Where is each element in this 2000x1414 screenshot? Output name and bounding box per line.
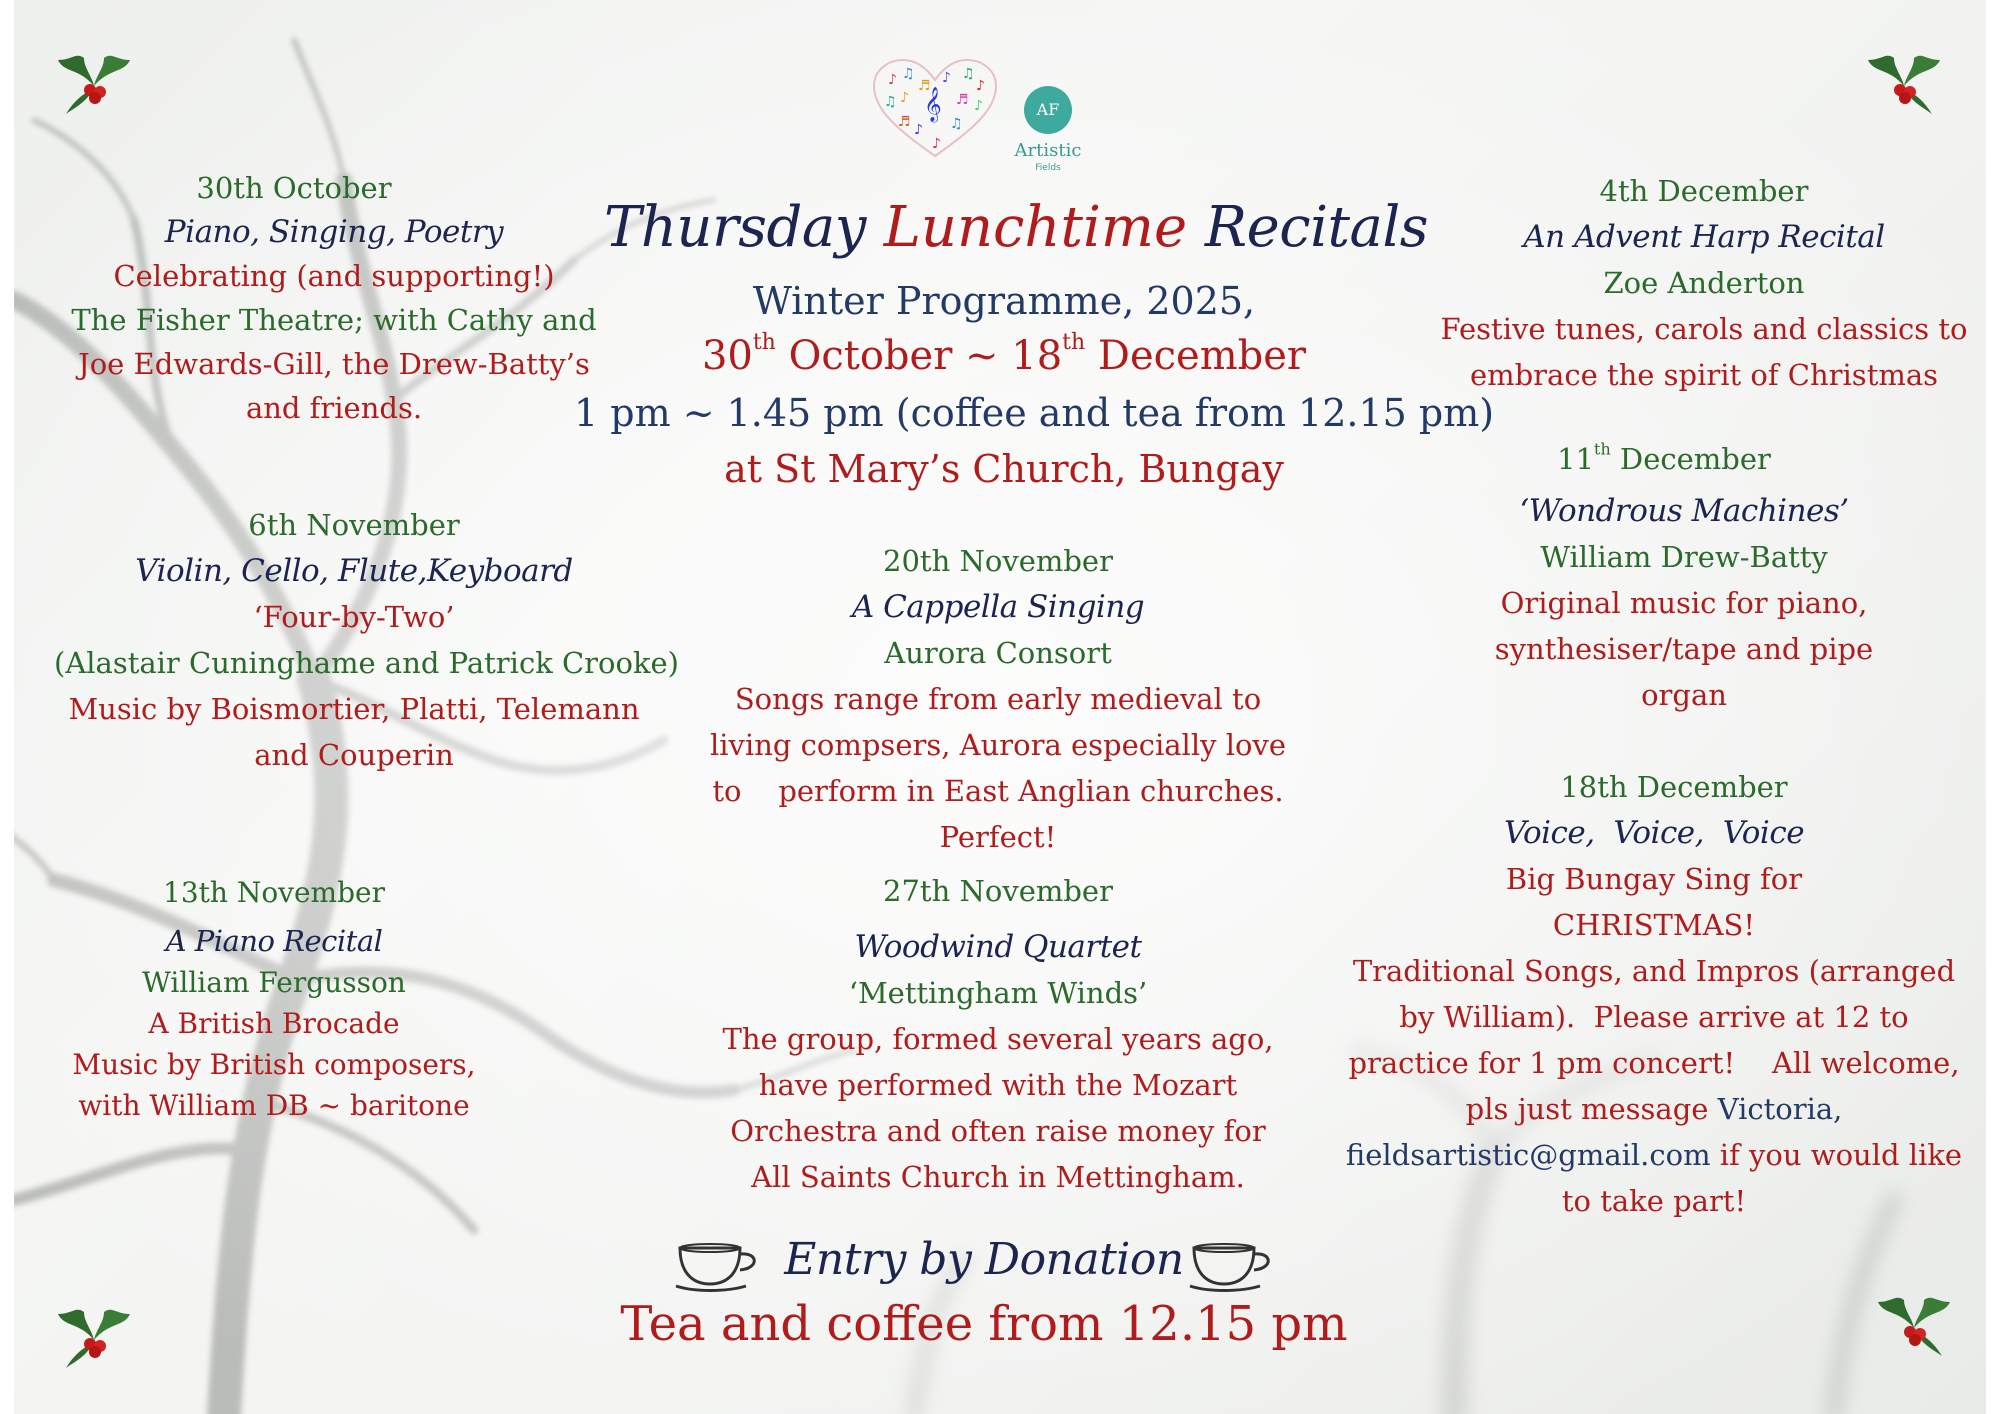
event-title: Woodwind Quartet [854, 929, 1142, 965]
title-thursday: Thursday [604, 195, 866, 260]
event-line: practice for 1 pm concert! All welcome, [1348, 1046, 1960, 1080]
date-range: 30th October ~ 18th December [701, 330, 1307, 379]
event-line: have performed with the Mozart [758, 1068, 1238, 1102]
event-line: Music by Boismortier, Platti, Telemann [68, 692, 640, 726]
event-date: 20th November [883, 544, 1113, 578]
event-line: Music by British composers, [72, 1048, 476, 1081]
holly-top-right-icon [1864, 48, 1944, 118]
event-line: A British Brocade [148, 1007, 400, 1040]
event-title: Voice, Voice, Voice [1503, 815, 1805, 851]
event-oct30 [54, 166, 614, 430]
event-line: living compsers, Aurora especially love [710, 728, 1286, 762]
event-line: ‘Mettingham Winds’ [848, 976, 1148, 1010]
svg-text:♪: ♪ [942, 70, 951, 86]
event-line: synthesiser/tape and pipe [1494, 632, 1874, 666]
event-title: Piano, Singing, Poetry [164, 214, 504, 250]
event-line: Perfect! [939, 820, 1057, 854]
af-monogram-icon: AF [1024, 86, 1072, 134]
svg-text:𝄞: 𝄞 [924, 87, 942, 122]
svg-text:♬: ♬ [898, 114, 911, 130]
svg-text:♪: ♪ [974, 98, 983, 114]
event-line: and friends. [245, 391, 423, 425]
event-line: CHRISTMAS! [1552, 908, 1756, 942]
event-line: organ [1641, 678, 1727, 712]
event-line: Orchestra and often raise money for [730, 1114, 1266, 1148]
event-line: Celebrating (and supporting!) [113, 259, 555, 293]
svg-text:♪: ♪ [914, 122, 923, 138]
event-line: to take part! [1561, 1184, 1747, 1218]
event-line: William Drew-Batty [1540, 540, 1828, 574]
event-line: (Alastair Cuninghame and Patrick Crooke) [54, 646, 680, 680]
svg-text:♫: ♫ [962, 66, 975, 82]
title-recitals: Recitals [1204, 195, 1429, 260]
holly-bottom-left-icon [54, 1302, 134, 1372]
programme-line: Winter Programme, 2025, [752, 279, 1256, 323]
svg-text:♫: ♫ [884, 94, 897, 110]
event-nov20 [708, 538, 1288, 860]
event-nov6 [54, 502, 680, 778]
poster-title [604, 195, 1429, 260]
event-title: A Piano Recital [165, 924, 383, 958]
svg-text:♪: ♪ [900, 90, 909, 106]
time-line: 1 pm ~ 1.45 pm (coffee and tea from 12.15 pm) [574, 391, 1495, 435]
event-line: Traditional Songs, and Impros (arranged [1352, 954, 1956, 988]
svg-text:♪: ♪ [976, 78, 985, 94]
contact-email: fieldsartistic@gmail.com [1345, 1138, 1711, 1172]
event-title: A Cappella Singing [851, 589, 1145, 625]
event-dec11 [1434, 436, 1934, 718]
event-nov27 [708, 868, 1288, 1200]
svg-text:♫: ♫ [902, 66, 915, 82]
brand-name: Artistic [1014, 140, 1082, 161]
event-line: and Couperin [254, 738, 454, 772]
event-date: 11th December [1557, 439, 1771, 476]
svg-text:♪: ♪ [888, 72, 897, 88]
event-date: 27th November [883, 874, 1113, 908]
event-line: The Fisher Theatre; with Cathy and [71, 303, 597, 337]
event-line: to perform in East Anglian churches. [712, 774, 1284, 808]
event-line: Zoe Anderton [1603, 266, 1805, 300]
event-line: Songs range from early medieval to [734, 682, 1262, 716]
event-title: An Advent Harp Recital [1523, 219, 1885, 255]
artistic-fields-logo [1004, 86, 1092, 173]
event-line: Festive tunes, carols and classics to [1440, 312, 1968, 346]
venue-line: at St Mary’s Church, Bungay [724, 447, 1284, 491]
holly-top-left-icon [54, 48, 134, 118]
event-line: with William DB ~ baritone [78, 1089, 470, 1122]
event-line: Joe Edwards-Gill, the Drew-Batty’s [78, 347, 590, 381]
event-dec4 [1424, 168, 1984, 398]
event-line: pls just message Victoria, [1465, 1092, 1843, 1126]
event-line: embrace the spirit of Christmas [1469, 358, 1939, 392]
teacup-left-icon [674, 1238, 766, 1292]
event-line: The group, formed several years ago, [722, 1022, 1274, 1056]
svg-text:♬: ♬ [918, 78, 931, 94]
event-date: 13th November [163, 876, 385, 909]
event-line: Aurora Consort [884, 636, 1112, 670]
event-line: Big Bungay Sing for [1505, 862, 1803, 896]
event-date: 6th November [248, 508, 460, 542]
event-line: fieldsartistic@gmail.com if you would like [1345, 1138, 1963, 1172]
event-title: Violin, Cello, Flute,Keyboard [135, 553, 573, 589]
event-nov13 [54, 872, 494, 1126]
svg-text:♪: ♪ [932, 136, 941, 152]
title-lunchtime: Lunchtime [883, 195, 1188, 260]
event-line: All Saints Church in Mettingham. [751, 1160, 1245, 1194]
teacup-right-icon [1188, 1238, 1280, 1292]
recital-poster [14, 0, 1986, 1414]
event-date: 30th October [196, 171, 392, 205]
event-line: ‘Four-by-Two’ [253, 600, 455, 634]
event-date: 18th December [1560, 770, 1788, 804]
tea-coffee-line: Tea and coffee from 12.15 pm [620, 1296, 1348, 1352]
svg-text:♫: ♫ [950, 116, 963, 132]
event-date: 4th December [1599, 174, 1809, 208]
event-line: William Fergusson [142, 966, 406, 999]
svg-text:♬: ♬ [956, 92, 969, 108]
event-line: by William). Please arrive at 12 to [1399, 1000, 1909, 1034]
brand-sub: Fields [1035, 163, 1061, 173]
holly-bottom-right-icon [1874, 1290, 1954, 1360]
event-dec18 [1344, 764, 1964, 1224]
event-line: Original music for piano, [1500, 586, 1868, 620]
event-title: ‘Wondrous Machines’ [1519, 493, 1849, 529]
music-heart-logo-icon [870, 56, 1000, 160]
entry-by-donation: Entry by Donation [784, 1234, 1184, 1285]
